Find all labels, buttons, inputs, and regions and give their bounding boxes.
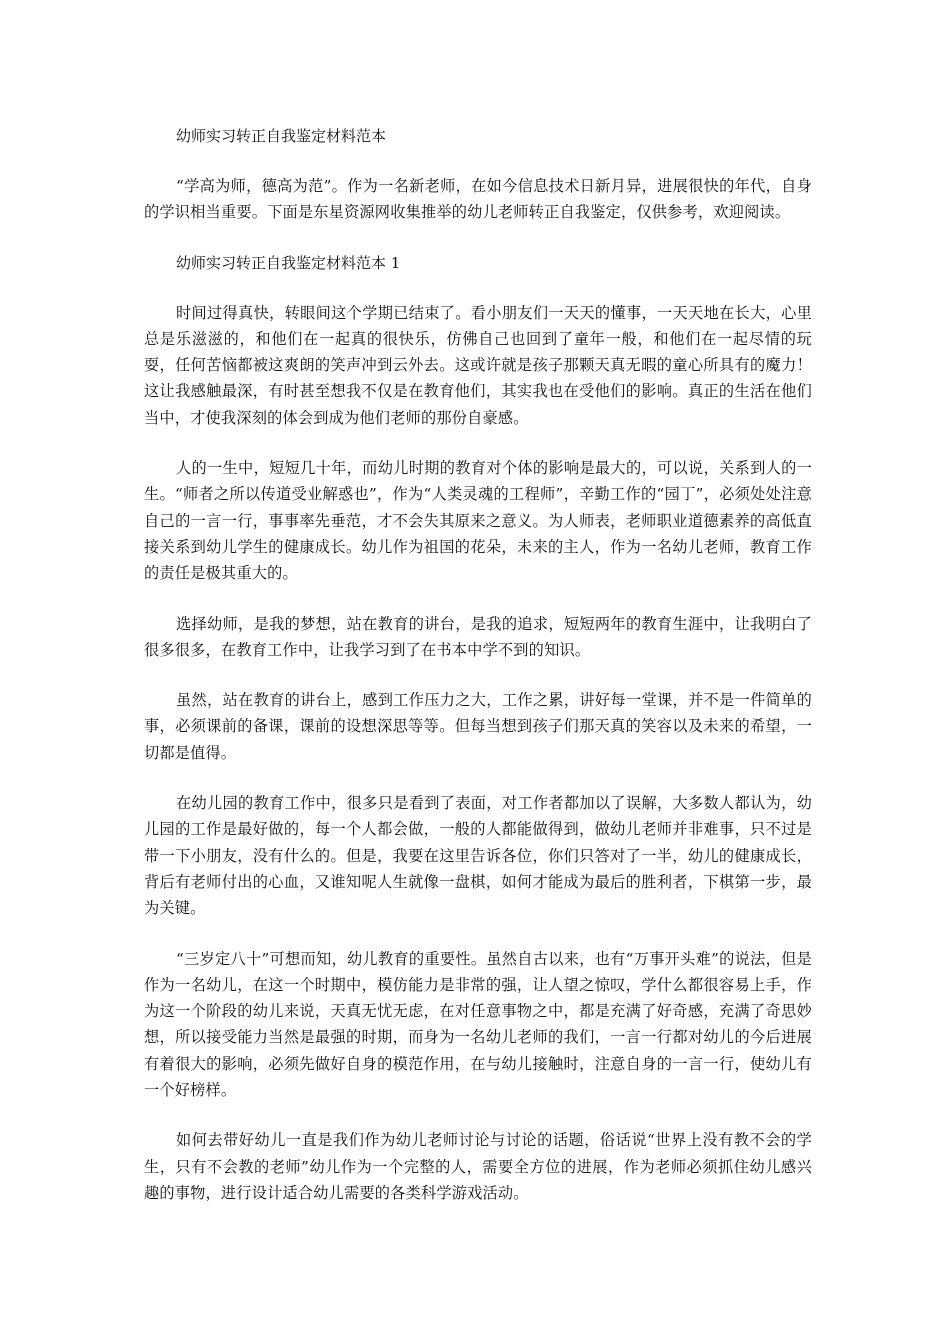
body-paragraph: 时间过得真快，转眼间这个学期已结束了。看小朋友们一天天的懂事，一天天地在长大，心里总是乐滋滋的，和他们在一起真的很快乐，仿佛自己也回到了童年一般，和他们在一起尽情的玩耍，任何苦恼都被这爽朗的笑声冲到云外去。这或许就是孩子那颗天真无暇的童心所具有的魔力！这让我感触最深，有时甚至想我不仅是在教育他们，其实我也在受他们的影响。真正的生活在他们当中，才使我深刻的体会到成为他们老师的那份自豪感。 [144,303,812,427]
body-paragraph: 选择幼师，是我的梦想，站在教育的讲台，是我的追求，短短两年的教育生涯中，让我明白了很多很多，在教育工作中，让我学习到了在书本中学不到的知识。 [144,614,812,659]
body-paragraph: 虽然，站在教育的讲台上，感到工作压力之大，工作之累，讲好每一堂课，并不是一件简单的事，必须课前的备课，课前的设想深思等等。但每当想到孩子们那天真的笑容以及未来的希望，一切都是值得。 [144,691,812,762]
intro-paragraph: “学高为师，德高为范”。作为一名新老师，在如今信息技术日新月异，进展很快的年代，自身的学识相当重要。下面是东星资源网收集推举的幼儿老师转正自我鉴定，仅供参考，欢迎阅读。 [144,177,812,222]
body-paragraph: 人的一生中，短短几十年，而幼儿时期的教育对个体的影响是最大的，可以说，关系到人的一生。“师者之所以传道受业解惑也”，作为“人类灵魂的工程师”，辛勤工作的“园丁”，必须处处注意自己的一言一行，事事率先垂范，才不会失其原来之意义。为人师表，老师职业道德素养的高低直接关系到幼儿学生的健康成长。幼儿作为祖国的花朵，未来的主人，作为一名幼儿老师，教育工作的责任是极其重大的。 [144,459,812,583]
document-page [144,123,812,1230]
body-paragraph: 如何去带好幼儿一直是我们作为幼儿老师讨论与讨论的话题，俗话说“世界上没有教不会的学生，只有不会教的老师”幼儿作为一个完整的人，需要全方位的进展，作为老师必须抓住幼儿感兴趣的事物，进行设计适合幼儿需要的各类科学游戏活动。 [144,1131,812,1202]
body-paragraph: “三岁定八十”可想而知，幼儿教育的重要性。虽然自古以来，也有“万事开头难”的说法，但是作为一名幼儿，在这一个时期中，模仿能力是非常的强，让人望之惊叹，学什么都很容易上手，作为这一个阶段的幼儿来说，天真无忧无虑，在对任意事物之中，都是充满了好奇感，充满了奇思妙想，所以接受能力当然是最强的时期，而身为一名幼儿老师的我们，一言一行都对幼儿的今后进展有着很大的影响，必须先做好自身的模范作用，在与幼儿接触时，注意自身的一言一行，使幼儿有一个好榜样。 [144,949,812,1100]
body-paragraph: 在幼儿园的教育工作中，很多只是看到了表面，对工作者都加以了误解，大多数人都认为，幼儿园的工作是最好做的，每一个人都会做，一般的人都能做得到，做幼儿老师并非难事，只不过是带一下小朋友，没有什么的。但是，我要在这里告诉各位，你们只答对了一半，幼儿的健康成长，背后有老师付出的心血，又谁知呢人生就像一盘棋，如何才能成为最后的胜利者，下棋第一步，最为关键。 [144,794,812,918]
section-title: 幼师实习转正自我鉴定材料范本 1 [176,253,401,272]
document-title: 幼师实习转正自我鉴定材料范本 [176,127,387,145]
